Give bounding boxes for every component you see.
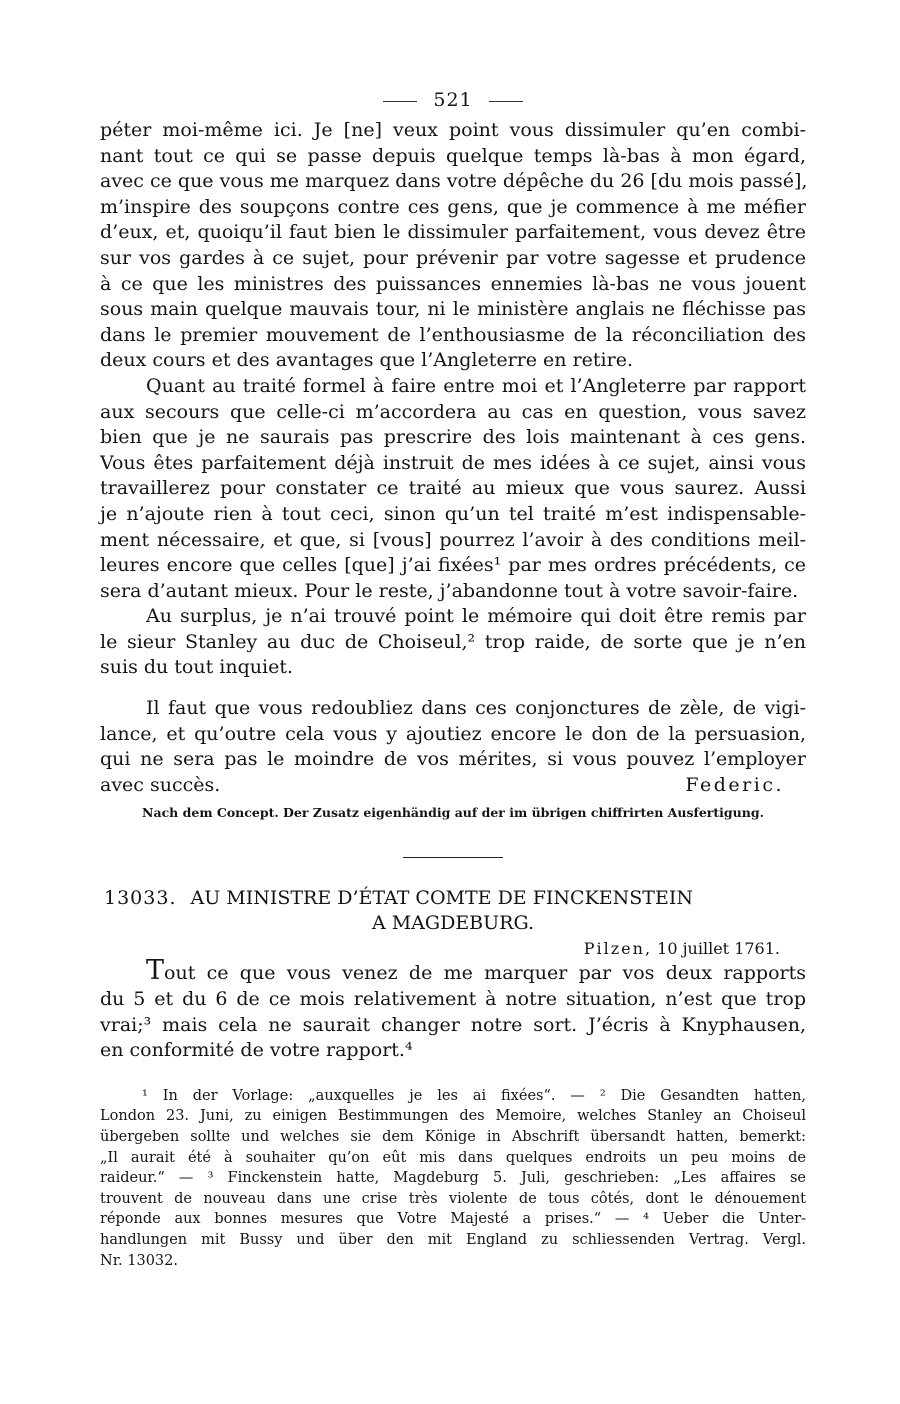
body-line: du 5 et du 6 de ce mois relativement à notre situation, n’est que trop [100,988,806,1011]
footnote-line: handlungen mit Bussy und über den mit England zu schliessenden Vertrag. Vergl. [100,1231,806,1248]
footnote-line: réponde aux bonnes mesures que Votre Majesté a prises.“ — ⁴ Ueber die Unter- [100,1211,806,1228]
dateline-date: 10 juillet 1761. [657,939,780,959]
postscript-line: Il faut que vous redoubliez dans ces conjonctures de zèle, de vigi- [146,697,806,720]
paragraph-gap [100,681,806,696]
header-left-rule [383,101,417,102]
postscript-line: qui ne sera pas le moindre de vos mérites, si vous pouvez l’employer [100,748,806,771]
body-line: sera d’autant mieux. Pour le reste, j’abandonne tout à votre savoir-faire. [100,579,799,602]
footnote-line: trouvent de nouveau dans une crise très violente de tous côtés, dont le dénouement [100,1190,806,1207]
body-line: sous main quelque mauvais tour, ni le ministère anglais ne fléchisse pas [100,298,806,321]
footnote-line: Nr. 13032. [100,1252,178,1269]
body-line: m’inspire des soupçons contre ces gens, que je commence à me méfier [100,195,806,218]
body-line: vrai;³ mais cela ne saurait changer notre sort. J’écris à Knyphausen, [100,1013,806,1036]
footnotes [100,1086,806,1271]
body-line: je n’ajoute rien à tout ceci, sinon qu’un tel traité m’est indispensable- [100,502,806,525]
document-page [100,82,806,1271]
body-line: dans le premier mouvement de l’enthousiasme de la réconciliation des [100,323,806,346]
footnote-line: raideur.“ — ³ Finckenstein hatte, Magdeburg 5. Juli, geschrieben: „Les affaires se [100,1170,806,1187]
section-divider [403,857,503,858]
dateline-place: Pilzen, [583,939,653,959]
body-line: aux secours que celle-ci m’accordera au cas en question, vous savez [100,400,806,423]
postscript-line: lance, et qu’outre cela vous y ajoutiez encore le don de la persuasion, [100,722,806,745]
next-letter-body [100,987,806,1064]
footnote-line: „Il aurait été à souhaiter qu’on eût mis dans quelques endroits un peu moins de [100,1149,806,1166]
body-line: nant tout ce qui se passe depuis quelque temps là-bas à mon égard, [100,144,806,167]
body-line: Au surplus, je n’ai trouvé point le mémoire qui doit être remis par [146,605,806,628]
footnote-line: ¹ In der Vorlage: „auxquelles je les ai fixées“. — ² Die Gesandten hatten, [142,1087,806,1104]
letter-heading [100,886,806,911]
body-line: d’eux, et, quoiqu’il faut bien le dissimuler parfaitement, vous devez être [100,221,806,244]
body-line: en conformité de votre rapport.⁴ [100,1039,413,1062]
page-number: 521 [433,89,473,111]
body-line: ment nécessaire, et que, si [vous] pourrez l’avoir à des conditions meil- [100,528,806,551]
postscript [100,696,806,773]
body-line: le sieur Stanley au duc de Choiseul,² trop raide, de sorte que je n’en [100,630,806,653]
letter-heading-line2: A MAGDEBURG. [371,912,535,935]
body-line: avec ce que vous me marquez dans votre dépêche du 26 [du mois passé], [100,170,808,193]
body-line: Quant au traité formel à faire entre moi et l’Angleterre par rapport [146,374,806,397]
source-note: Nach dem Concept. Der Zusatz eigenhändig auf der im übrigen chiffrirten Ausfertigung. [142,805,764,821]
body-line: péter moi-même ici. Je [ne] veux point vous dissimuler qu’en combi- [100,119,806,141]
footnote-line: übergeben sollte und welches sie dem Könige in Abschrift übersandt hatten, bemerkt: [100,1129,806,1145]
page-header [100,82,806,118]
closing-final-line: avec succès. [100,773,221,796]
body-line: leures encore que celles [que] j’ai fixées¹ par mes ordres précédents, ce [100,554,806,577]
body-line: à ce que les ministres des puissances ennemies là-bas ne vous jouent [100,272,806,295]
body-line: travaillerez pour constater ce traité au mieux que vous saurez. Aussi [100,477,806,500]
body-line: bien que je ne saurais pas prescrire des lois maintenant à ces gens. [100,426,806,449]
body-line: Vous êtes parfaitement déjà instruit de mes idées à ce sujet, ainsi vous [100,451,806,474]
signature: Federic. [685,773,784,796]
letter-body [100,118,806,681]
letter-number: 13033. [104,887,177,910]
dateline [100,936,806,961]
letter-heading-line1: AU MINISTRE D’ÉTAT COMTE DE FINCKENSTEIN [190,887,693,910]
letter-first-line [100,955,806,987]
body-line: suis du tout inquiet. [100,656,293,679]
closing-row [100,773,806,799]
first-line-rest: out ce que vous venez de me marquer par vos deux rapports [164,962,806,985]
body-line: deux cours et des avantages que l’Angleterre en retire. [100,349,633,372]
body-line: sur vos gardes à ce sujet, pour prévenir par votre sagesse et prudence [100,246,806,269]
drop-initial: T [146,955,165,987]
footnote-line: London 23. Juni, zu einigen Bestimmungen des Memoire, welches Stanley an Choiseul [100,1108,806,1125]
header-right-rule [489,101,523,102]
